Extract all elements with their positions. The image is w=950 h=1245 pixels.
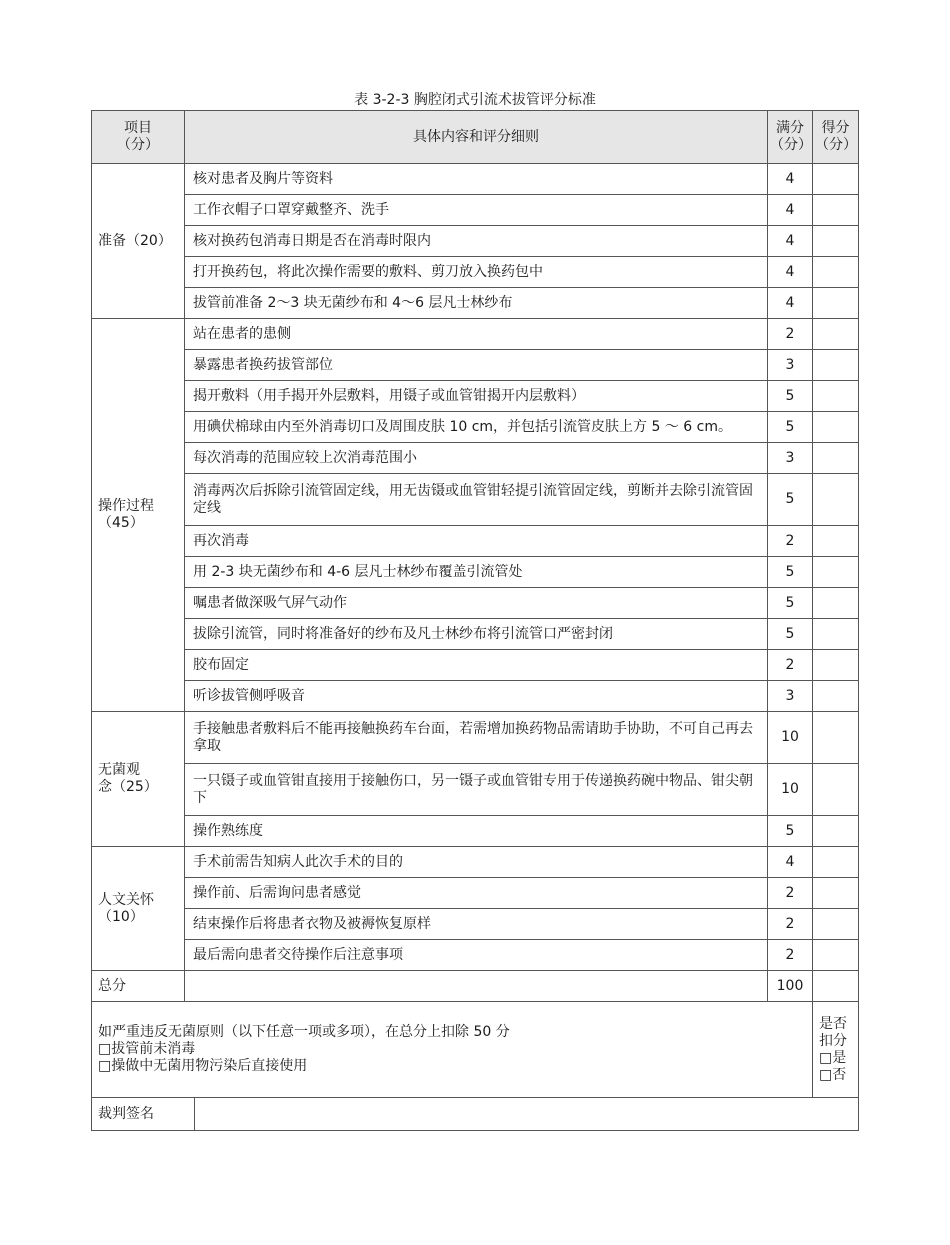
header-content: 具体内容和评分细则 (185, 111, 768, 164)
table-row (92, 681, 859, 712)
obtained-score-cell[interactable] (813, 164, 859, 195)
criterion-text: 操作前、后需询问患者感觉 (185, 878, 768, 909)
obtained-score-cell[interactable] (813, 350, 859, 381)
table-row (92, 588, 859, 619)
category-cell: 操作过程 （45） (92, 319, 185, 712)
header-full-score: 满分 （分） (768, 111, 813, 164)
full-score-cell: 5 (768, 412, 813, 443)
table-row (92, 412, 859, 443)
table-row (92, 526, 859, 557)
obtained-score-cell[interactable] (813, 381, 859, 412)
obtained-score-cell[interactable] (813, 195, 859, 226)
penalty-question-1: 是否 (819, 1015, 847, 1032)
full-score-cell: 3 (768, 350, 813, 381)
full-score-cell: 10 (768, 764, 813, 816)
criterion-text: 用碘伏棉球由内至外消毒切口及周围皮肤 10 cm，并包括引流管皮肤上方 5 ～ 6 cm。 (185, 412, 768, 443)
criterion-text: 胶布固定 (185, 650, 768, 681)
header-obtained-score: 得分 （分） (813, 111, 859, 164)
obtained-score-cell[interactable] (813, 764, 859, 816)
table-row (92, 443, 859, 474)
total-blank (185, 971, 768, 1002)
full-score-cell: 5 (768, 588, 813, 619)
criterion-text: 拔除引流管，同时将准备好的纱布及凡士林纱布将引流管口严密封闭 (185, 619, 768, 650)
table-row (92, 940, 859, 971)
total-row (92, 971, 859, 1002)
obtained-score-cell[interactable] (813, 557, 859, 588)
table-caption: 表 3-2-3 胸腔闭式引流术拔管评分标准 (354, 92, 596, 108)
header-row (92, 111, 859, 164)
obtained-score-cell[interactable] (813, 412, 859, 443)
full-score-cell: 5 (768, 381, 813, 412)
penalty-question-2: 扣分 (819, 1032, 847, 1049)
criterion-text: 工作衣帽子口罩穿戴整齐、洗手 (185, 195, 768, 226)
total-obtained-cell[interactable] (813, 971, 859, 1002)
criterion-text: 一只镊子或血管钳直接用于接触伤口，另一镊子或血管钳专用于传递换药碗中物品、钳尖朝下 (185, 764, 768, 816)
scoring-table (91, 110, 859, 1131)
criterion-text: 操作熟练度 (185, 816, 768, 847)
penalty-decision-cell (813, 1002, 859, 1098)
signature-field[interactable] (195, 1098, 859, 1131)
obtained-score-cell[interactable] (813, 847, 859, 878)
criterion-text: 暴露患者换药拔管部位 (185, 350, 768, 381)
criterion-text: 用 2-3 块无菌纱布和 4-6 层凡士林纱布覆盖引流管处 (185, 557, 768, 588)
penalty-no-checkbox[interactable]: □否 (819, 1066, 847, 1083)
table-row (92, 257, 859, 288)
full-score-cell: 4 (768, 195, 813, 226)
table-row (92, 381, 859, 412)
obtained-score-cell[interactable] (813, 909, 859, 940)
full-score-cell: 2 (768, 650, 813, 681)
table-row (92, 847, 859, 878)
obtained-score-cell[interactable] (813, 681, 859, 712)
table-row (92, 764, 859, 816)
criterion-text: 再次消毒 (185, 526, 768, 557)
table-row (92, 288, 859, 319)
obtained-score-cell[interactable] (813, 712, 859, 764)
criterion-text: 每次消毒的范围应较上次消毒范围小 (185, 443, 768, 474)
criterion-text: 最后需向患者交待操作后注意事项 (185, 940, 768, 971)
full-score-cell: 4 (768, 257, 813, 288)
full-score-cell: 5 (768, 619, 813, 650)
criterion-text: 站在患者的患侧 (185, 319, 768, 350)
full-score-cell: 5 (768, 816, 813, 847)
table-row (92, 619, 859, 650)
criterion-text: 拔管前准备 2～3 块无菌纱布和 4～6 层凡士林纱布 (185, 288, 768, 319)
penalty-option-2[interactable]: □操做中无菌用物污染后直接使用 (98, 1058, 308, 1074)
table-row (92, 164, 859, 195)
full-score-cell: 2 (768, 526, 813, 557)
criterion-text: 消毒两次后拆除引流管固定线，用无齿镊或血管钳轻提引流管固定线，剪断并去除引流管固定线 (185, 474, 768, 526)
penalty-cell (92, 1002, 813, 1098)
table-row (92, 650, 859, 681)
obtained-score-cell[interactable] (813, 474, 859, 526)
total-label: 总分 (92, 971, 185, 1002)
table-row (92, 909, 859, 940)
full-score-cell: 4 (768, 288, 813, 319)
total-points: 100 (768, 971, 813, 1002)
obtained-score-cell[interactable] (813, 816, 859, 847)
table-row (92, 226, 859, 257)
criterion-text: 打开换药包，将此次操作需要的敷料、剪刀放入换药包中 (185, 257, 768, 288)
criterion-text: 核对患者及胸片等资料 (185, 164, 768, 195)
criterion-text: 手术前需告知病人此次手术的目的 (185, 847, 768, 878)
obtained-score-cell[interactable] (813, 443, 859, 474)
full-score-cell: 4 (768, 164, 813, 195)
table-row (92, 195, 859, 226)
full-score-cell: 2 (768, 878, 813, 909)
category-cell: 无菌观 念（25） (92, 712, 185, 847)
full-score-cell: 4 (768, 226, 813, 257)
full-score-cell: 5 (768, 474, 813, 526)
criterion-text: 核对换药包消毒日期是否在消毒时限内 (185, 226, 768, 257)
obtained-score-cell[interactable] (813, 650, 859, 681)
penalty-option-1[interactable]: □拔管前未消毒 (98, 1041, 196, 1057)
table-row (92, 878, 859, 909)
obtained-score-cell[interactable] (813, 619, 859, 650)
obtained-score-cell[interactable] (813, 319, 859, 350)
criterion-text: 揭开敷料（用手揭开外层敷料，用镊子或血管钳揭开内层敷料） (185, 381, 768, 412)
table-row (92, 474, 859, 526)
table-row (92, 712, 859, 764)
table-row (92, 350, 859, 381)
full-score-cell: 3 (768, 443, 813, 474)
full-score-cell: 3 (768, 681, 813, 712)
obtained-score-cell[interactable] (813, 588, 859, 619)
full-score-cell: 2 (768, 940, 813, 971)
table-row (92, 319, 859, 350)
obtained-score-cell[interactable] (813, 526, 859, 557)
criterion-text: 结束操作后将患者衣物及被褥恢复原样 (185, 909, 768, 940)
penalty-yes-checkbox[interactable]: □是 (819, 1049, 847, 1066)
penalty-row (92, 1002, 859, 1098)
full-score-cell: 5 (768, 557, 813, 588)
full-score-cell: 4 (768, 847, 813, 878)
obtained-score-cell[interactable] (813, 878, 859, 909)
table-row (92, 816, 859, 847)
obtained-score-cell[interactable] (813, 226, 859, 257)
full-score-cell: 2 (768, 319, 813, 350)
obtained-score-cell[interactable] (813, 940, 859, 971)
category-cell: 准备（20） (92, 164, 185, 319)
header-item: 项目 （分） (92, 111, 185, 164)
criterion-text: 手接触患者敷料后不能再接触换药车台面，若需增加换药物品需请助手协助，不可自己再去拿取 (185, 712, 768, 764)
obtained-score-cell[interactable] (813, 288, 859, 319)
penalty-rule: 如严重违反无菌原则（以下任意一项或多项），在总分上扣除 50 分 (98, 1024, 510, 1040)
obtained-score-cell[interactable] (813, 257, 859, 288)
criterion-text: 听诊拔管侧呼吸音 (185, 681, 768, 712)
full-score-cell: 10 (768, 712, 813, 764)
full-score-cell: 2 (768, 909, 813, 940)
criterion-text: 嘱患者做深吸气屏气动作 (185, 588, 768, 619)
signature-row (92, 1098, 859, 1131)
table-row (92, 557, 859, 588)
category-cell: 人文关怀 （10） (92, 847, 185, 971)
signature-label: 裁判签名 (92, 1098, 195, 1131)
